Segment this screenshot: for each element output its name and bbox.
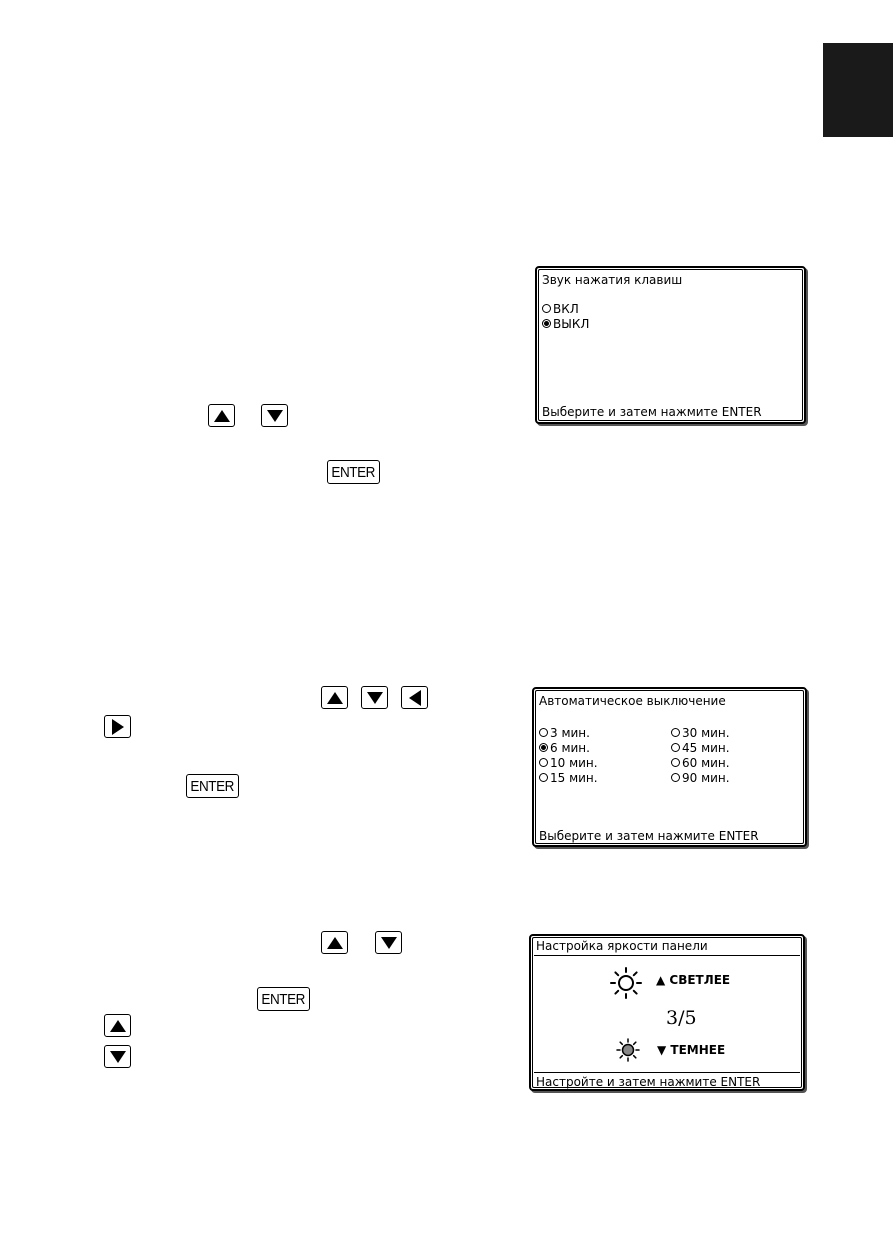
- option-90-min[interactable]: 90 мин.: [671, 771, 730, 785]
- radio-selected-icon: [542, 319, 551, 328]
- option-15-min[interactable]: 15 мин.: [539, 771, 598, 785]
- option-on[interactable]: ВКЛ: [542, 302, 579, 316]
- enter-key-icon: ENTER: [186, 774, 239, 798]
- radio-icon: [539, 773, 548, 782]
- screen-title: Настройка яркости панели: [536, 939, 708, 953]
- radio-icon: [671, 758, 680, 767]
- brightness-level: 3/5: [666, 1007, 697, 1029]
- dim-sun-icon: [615, 1037, 641, 1063]
- down-arrow-key-icon: [375, 931, 402, 954]
- radio-icon: [539, 758, 548, 767]
- section-tab-marker: [823, 43, 893, 137]
- auto-power-off-screen: [532, 687, 807, 847]
- radio-icon: [671, 743, 680, 752]
- up-arrow-key-icon: [208, 404, 235, 427]
- screen-footer: Выберите и затем нажмите ENTER: [539, 829, 759, 843]
- screen-title: Автоматическое выключение: [539, 694, 726, 708]
- footer-divider: [534, 1072, 800, 1073]
- radio-icon: [539, 728, 548, 737]
- radio-icon: [671, 728, 680, 737]
- key-sound-screen: [535, 266, 806, 424]
- option-30-min[interactable]: 30 мин.: [671, 726, 730, 740]
- option-6-min[interactable]: 6 мин.: [539, 741, 590, 755]
- down-arrow-key-icon: [104, 1045, 131, 1068]
- title-divider: [534, 955, 800, 956]
- radio-icon: [542, 304, 551, 313]
- option-3-min[interactable]: 3 мин.: [539, 726, 590, 740]
- option-off[interactable]: ВЫКЛ: [542, 317, 589, 331]
- option-10-min[interactable]: 10 мин.: [539, 756, 598, 770]
- radio-selected-icon: [539, 743, 548, 752]
- option-60-min[interactable]: 60 мин.: [671, 756, 730, 770]
- radio-icon: [671, 773, 680, 782]
- bright-sun-icon: [609, 966, 643, 1000]
- left-arrow-key-icon: [401, 686, 428, 709]
- up-arrow-key-icon: [321, 931, 348, 954]
- screen-title: Звук нажатия клавиш: [542, 273, 683, 287]
- darker-label: ▼ ТЕМНЕЕ: [657, 1043, 726, 1057]
- enter-key-icon: ENTER: [257, 987, 310, 1011]
- enter-key-icon: ENTER: [327, 460, 380, 484]
- brighter-label: ▲ СВЕТЛЕЕ: [656, 973, 731, 987]
- screen-footer: Настройте и затем нажмите ENTER: [536, 1075, 761, 1089]
- right-arrow-key-icon: [104, 715, 131, 738]
- screen-footer: Выберите и затем нажмите ENTER: [542, 405, 762, 419]
- up-arrow-key-icon: [104, 1014, 131, 1037]
- option-45-min[interactable]: 45 мин.: [671, 741, 730, 755]
- up-arrow-key-icon: [321, 686, 348, 709]
- panel-brightness-screen: [529, 934, 805, 1091]
- down-arrow-key-icon: [361, 686, 388, 709]
- down-arrow-key-icon: [261, 404, 288, 427]
